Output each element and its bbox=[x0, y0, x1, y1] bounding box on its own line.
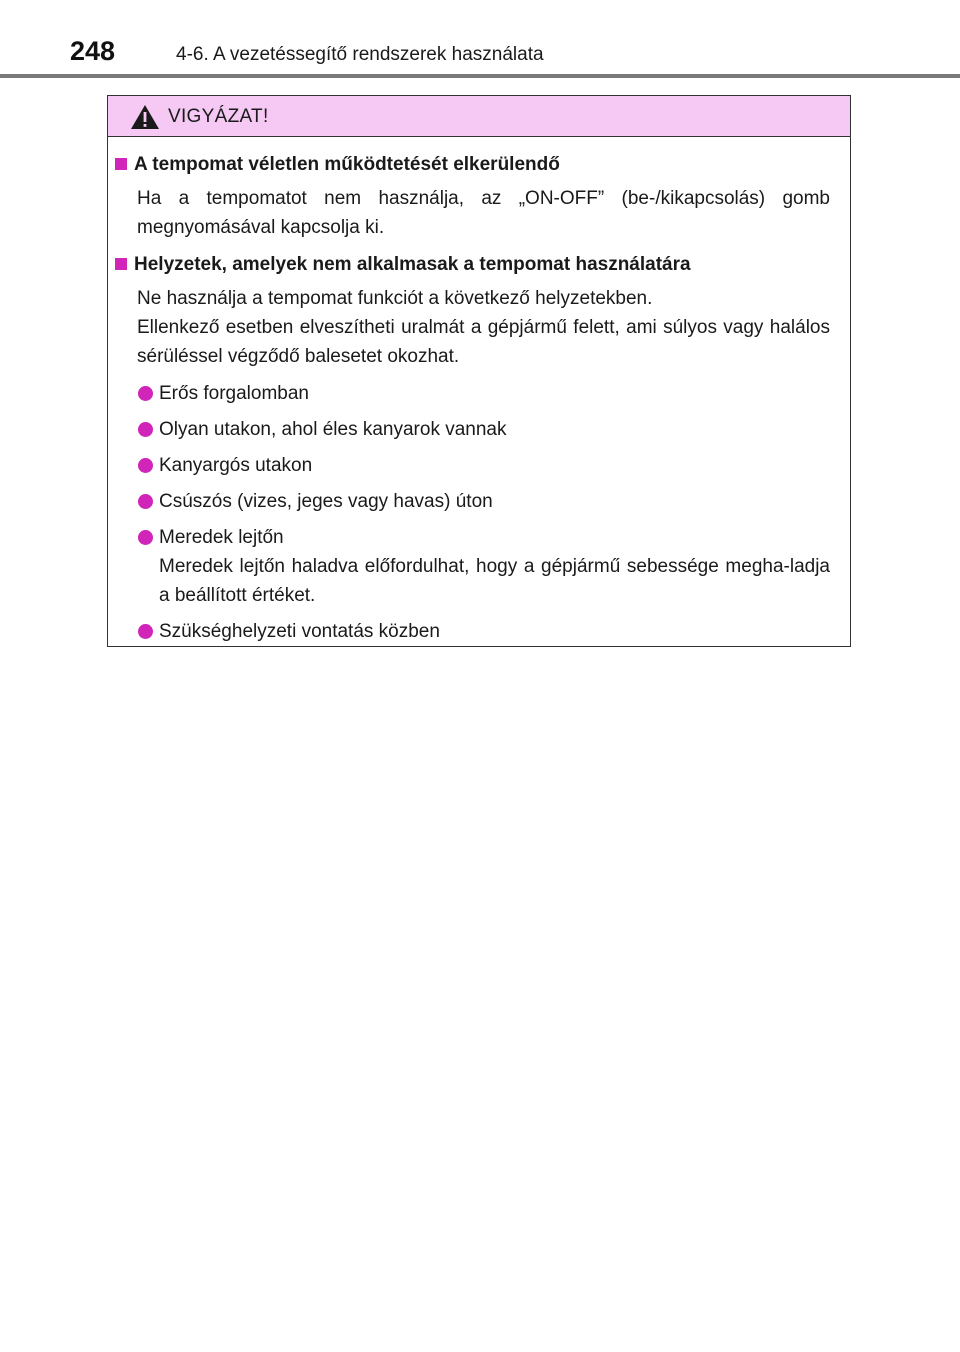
dot-bullet-icon bbox=[138, 458, 153, 473]
list-item bbox=[137, 451, 830, 480]
caution-body bbox=[108, 152, 850, 646]
page-number: 248 bbox=[70, 36, 116, 66]
list-item-text: Olyan utakon, ahol éles kanyarok vannak bbox=[159, 419, 507, 440]
caution-box bbox=[107, 95, 851, 647]
page-header bbox=[0, 0, 960, 80]
dot-bullet-icon bbox=[138, 422, 153, 437]
list-item bbox=[137, 379, 830, 408]
dot-bullet-icon bbox=[138, 530, 153, 545]
section-title: 4-6. A vezetéssegítő rendszerek használata bbox=[176, 44, 544, 65]
caution-header bbox=[108, 96, 850, 137]
square-bullet-icon bbox=[115, 158, 127, 170]
section-heading bbox=[114, 252, 830, 278]
list-item-text: Meredek lejtőn bbox=[159, 527, 284, 548]
paragraph-line: Ne használja a tempomat funkciót a következő helyzetekben. bbox=[137, 288, 653, 309]
list-item-detail: Meredek lejtőn haladva előfordulhat, hogy a gépjármű sebessége megha-ladja a beállított értéket. bbox=[159, 556, 830, 606]
square-bullet-icon bbox=[115, 258, 127, 270]
dot-bullet-icon bbox=[138, 494, 153, 509]
list-item bbox=[137, 487, 830, 516]
list-item-text: Kanyargós utakon bbox=[159, 455, 313, 476]
section-heading-text: A tempomat véletlen működtetését elkerülendő bbox=[134, 154, 560, 175]
list-item bbox=[137, 617, 830, 646]
section-heading-text: Helyzetek, amelyek nem alkalmasak a tempomat használatára bbox=[134, 254, 691, 275]
caution-title: VIGYÁZAT! bbox=[168, 106, 269, 127]
list-item-text: Erős forgalomban bbox=[159, 383, 309, 404]
warning-triangle-icon bbox=[130, 104, 160, 130]
dot-bullet-icon bbox=[138, 386, 153, 401]
list-item-text: Csúszós (vizes, jeges vagy havas) úton bbox=[159, 491, 493, 512]
paragraph-line: Ellenkező esetben elveszítheti uralmát a gépjármű felett, ami súlyos vagy halálos sérüléssel végződő balesetet okozhat. bbox=[137, 317, 830, 367]
dot-bullet-icon bbox=[138, 624, 153, 639]
section-heading bbox=[114, 152, 830, 178]
section-paragraph bbox=[137, 284, 830, 371]
header-divider bbox=[0, 74, 960, 78]
list-item bbox=[137, 523, 830, 610]
list-item bbox=[137, 415, 830, 444]
list-item-text: Szükséghelyzeti vontatás közben bbox=[159, 621, 440, 642]
section-paragraph: Ha a tempomatot nem használja, az „ON-OFF” (be-/kikapcsolás) gomb megnyomásával kapcsolja ki. bbox=[137, 188, 830, 238]
